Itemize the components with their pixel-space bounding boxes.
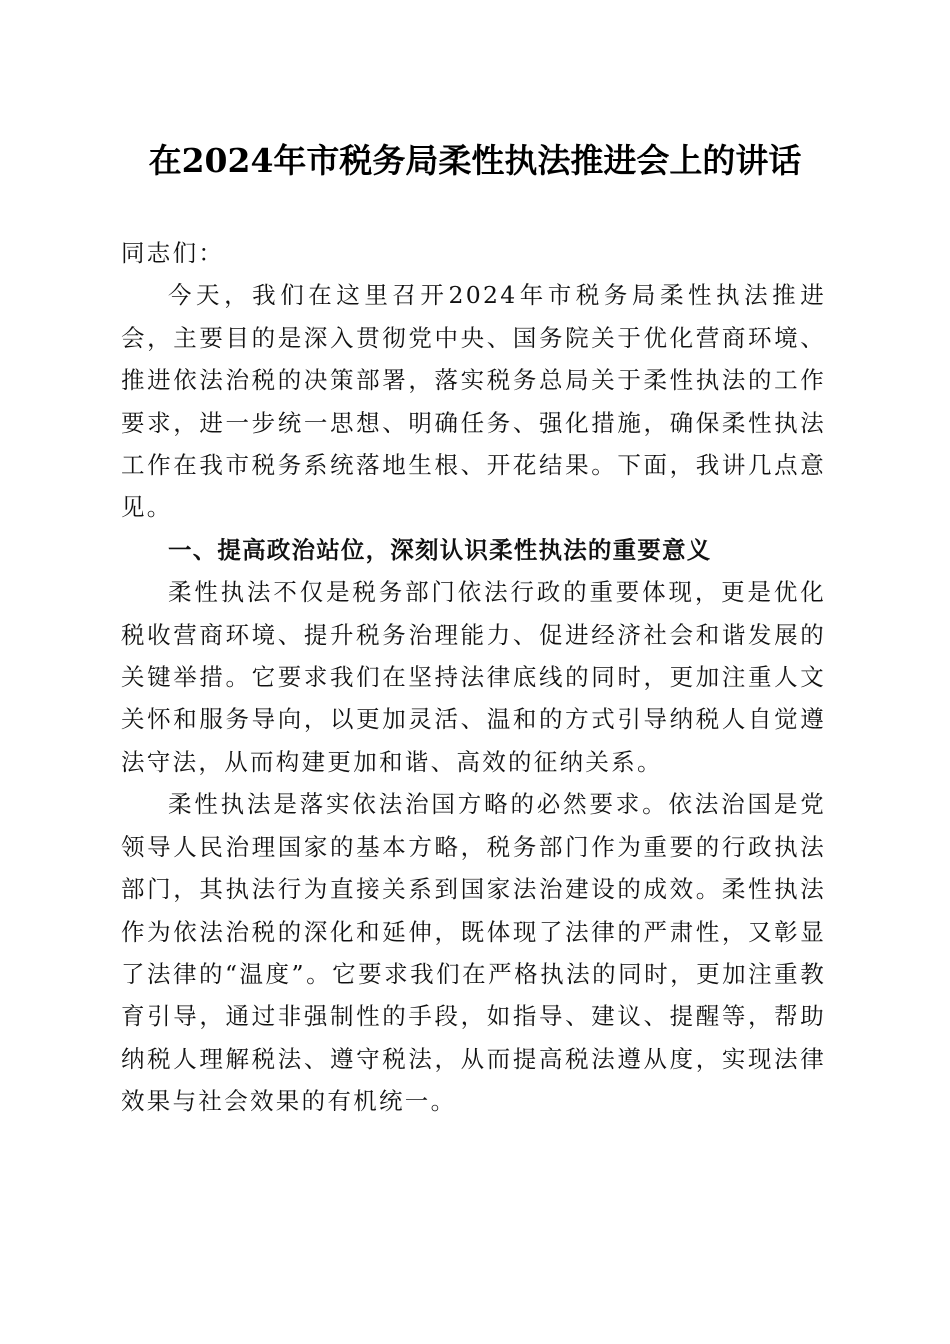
salutation: 同志们：	[121, 239, 225, 267]
section-paragraph-1: 柔性执法不仅是税务部门依法行政的重要体现，更是优化税收营商环境、提升税务治理能力、促进经济社会和谐发展的关键举措。它要求我们在坚持法律底线的同时，更加注重人文关怀和服务导向，以更加灵活、温和的方式引导纳税人自觉遵法守法，从而构建更加和谐、高效的征纳关系。	[121, 578, 826, 776]
document-title: 在2024年市税务局柔性执法推进会上的讲话	[148, 141, 802, 180]
intro-paragraph: 今天，我们在这里召开2024年市税务局柔性执法推进会，主要目的是深入贯彻党中央、国务院关于优化营商环境、推进依法治税的决策部署，落实税务总局关于柔性执法的工作要求，进一步统一思想、明确任务、强化措施，确保柔性执法工作在我市税务系统落地生根、开花结果。下面，我讲几点意见。	[121, 281, 826, 522]
section-paragraph-2: 柔性执法是落实依法治国方略的必然要求。依法治国是党领导人民治理国家的基本方略，税务部门作为重要的行政执法部门，其执法行为直接关系到国家法治建设的成效。柔性执法作为依法治税的深化和延伸，既体现了法律的严肃性，又彰显了法律的“温度”。它要求我们在严格执法的同时，更加注重教育引导，通过非强制性的手段，如指导、建议、提醒等，帮助纳税人理解税法、遵守税法，从而提高税法遵从度，实现法律效果与社会效果的有机统一。	[121, 790, 826, 1116]
document-body	[121, 232, 826, 1123]
section-heading: 一、提高政治站位，深刻认识柔性执法的重要意义	[168, 535, 712, 564]
